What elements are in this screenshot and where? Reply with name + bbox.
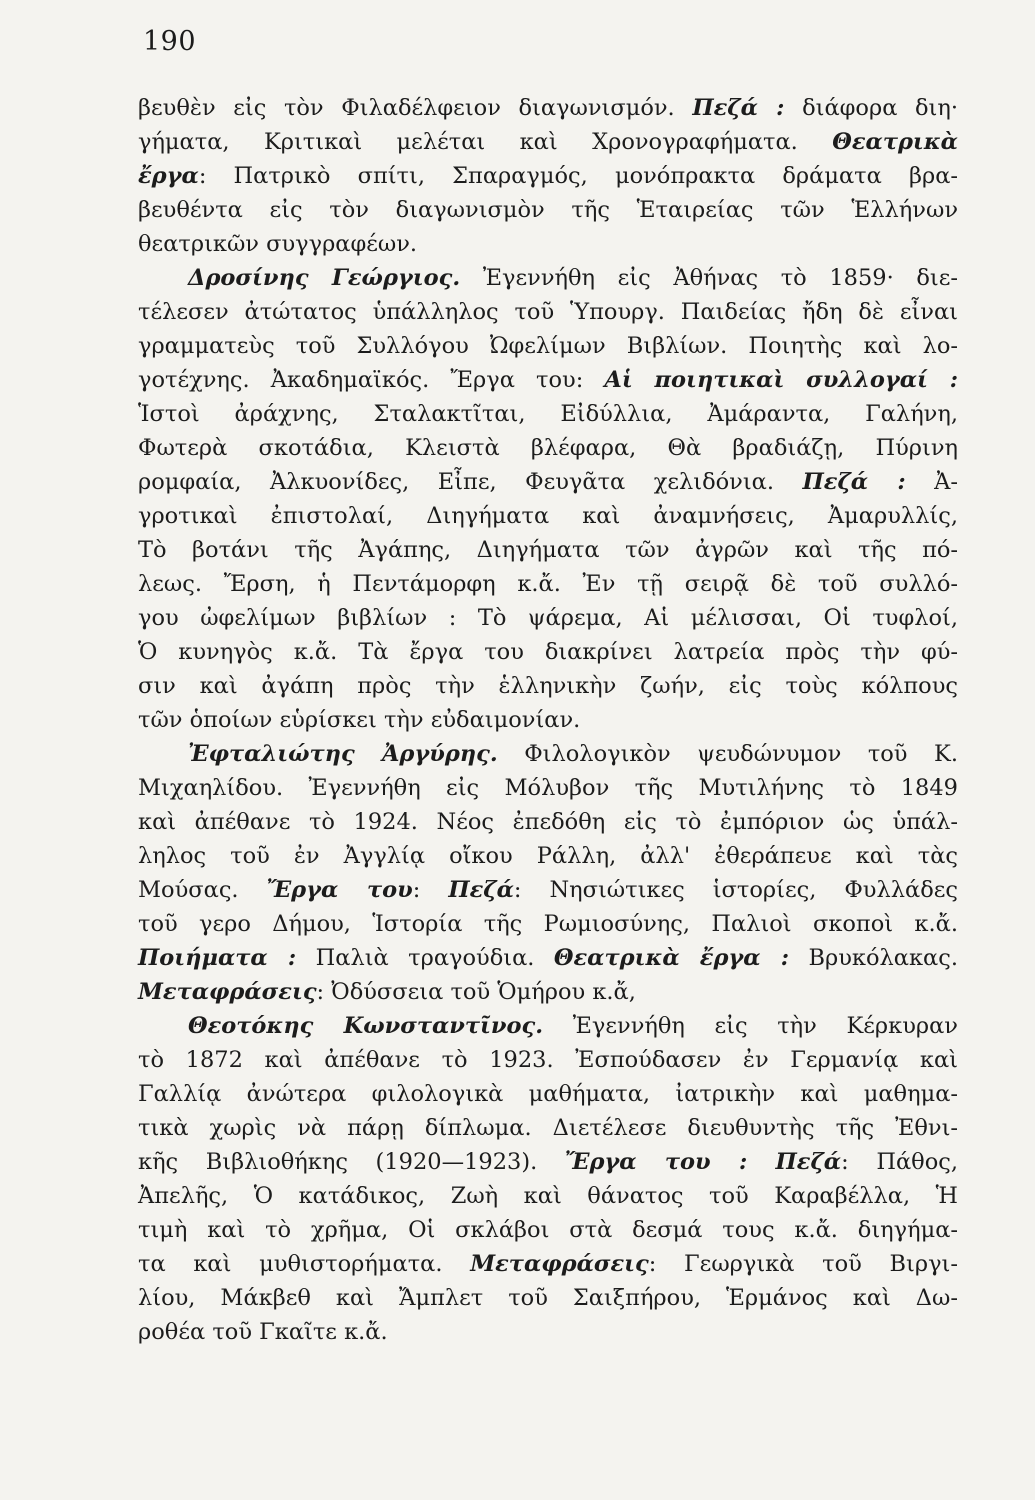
text-line xyxy=(138,1213,958,1247)
text-run: Μιχαηλίδου. Ἐγεννήθη εἰς Μόλυβον τῆς Μυτιλήνης τὸ 1849 xyxy=(138,775,958,801)
text-line xyxy=(138,907,958,941)
text-run: Ἱστοὶ ἀράχνης, Σταλακτῖται, Εἰδύλλια, Ἀμάραντα, Γαλήνη, xyxy=(138,401,958,427)
text-line xyxy=(138,1077,958,1111)
page-number: 190 xyxy=(143,26,197,57)
text-line xyxy=(138,261,958,295)
text-line xyxy=(138,975,958,1009)
text-line xyxy=(138,1179,958,1213)
text-line xyxy=(138,737,958,771)
text-run: Ὁ κυνηγὸς κ.ἄ. Τὰ ἔργα του διακρίνει λατρεία πρὸς τὴν φύ- xyxy=(138,639,958,665)
text-run: λεως. Ἔρση, ἡ Πεντάμορφη κ.ἄ. Ἐν τῇ σειρᾷ δὲ τοῦ συλλό- xyxy=(138,571,958,597)
text-line xyxy=(138,703,958,737)
text-line xyxy=(138,227,958,261)
text-line xyxy=(138,1281,958,1315)
text-run: τῶν ὁποίων εὑρίσκει τὴν εὐδαιμονίαν. xyxy=(138,707,581,733)
body-text xyxy=(138,91,958,1349)
text-run: βευθὲν εἰς τὸν Φιλαδέλφειον διαγωνισμόν. xyxy=(138,95,693,121)
text-run: λίου, Μάκβεθ καὶ Ἄμπλετ τοῦ Σαιξπήρου, Ἑρμάνος καὶ Δω- xyxy=(138,1285,958,1311)
bold-italic-run: Δροσίνης Γεώργιος. xyxy=(188,265,461,291)
text-run: Βρυκόλακας. xyxy=(789,945,958,971)
text-run: : Ὀδύσσεια τοῦ Ὁμήρου κ.ἄ, xyxy=(316,979,636,1005)
text-run: γήματα, Κριτικαὶ μελέται καὶ Χρονογραφήματα. xyxy=(138,129,833,155)
text-line xyxy=(138,805,958,839)
text-line xyxy=(138,397,958,431)
bold-italic-run: Πεζά : xyxy=(802,469,906,495)
text-run: : Πάθος, xyxy=(841,1149,958,1175)
text-run: διάφορα διη· xyxy=(784,95,959,121)
text-run: γου ὠφελίμων βιβλίων : Τὸ ψάρεμα, Αἱ μέλισσαι, Οἱ τυφλοί, xyxy=(138,605,958,631)
bold-italic-run: Πεζά : xyxy=(692,95,785,121)
text-run: γοτέχνης. Ἀκαδημαϊκός. Ἔργα του: xyxy=(138,367,605,393)
text-run: : Νησιώτικες ἱστορίες, Φυλλάδες xyxy=(513,877,958,903)
text-line xyxy=(138,1315,958,1349)
text-run: : xyxy=(412,877,449,903)
bold-italic-run: Ἐφταλιώτης Ἀργύρης. xyxy=(188,741,498,767)
text-line xyxy=(138,465,958,499)
text-run: καὶ ἀπέθανε τὸ 1924. Νέος ἐπεδόθη εἰς τὸ ἐμπόριον ὡς ὑπάλ- xyxy=(138,809,958,835)
bold-italic-run: Μεταφράσεις xyxy=(138,979,317,1005)
text-run: τικὰ χωρὶς νὰ πάρῃ δίπλωμα. Διετέλεσε διευθυντὴς τῆς Ἐθνι- xyxy=(138,1115,958,1141)
text-line xyxy=(138,295,958,329)
text-run: Φιλολογικὸν ψευδώνυμον τοῦ Κ. xyxy=(497,741,958,767)
text-run: τοῦ γερο Δήμου, Ἱστορία τῆς Ρωμιοσύνης, Παλιοὶ σκοποὶ κ.ἄ. xyxy=(138,911,958,937)
text-line xyxy=(138,601,958,635)
text-line xyxy=(138,873,958,907)
text-run: τέλεσεν ἀτώτατος ὑπάλληλος τοῦ Ὑπουργ. Παιδείας ἤδη δὲ εἶναι xyxy=(138,299,958,325)
text-run: τα καὶ μυθιστορήματα. xyxy=(138,1251,471,1277)
text-run: γραμματεὺς τοῦ Συλλόγου Ὠφελίμων Βιβλίων. Ποιητὴς καὶ λο- xyxy=(138,333,958,359)
text-run: : Πατρικὸ σπίτι, Σπαραγμός, μονόπρακτα δράματα βρα- xyxy=(198,163,958,189)
bold-italic-run: Ἔργα του : Πεζά xyxy=(564,1149,842,1175)
text-line xyxy=(138,567,958,601)
text-run: σιν καὶ ἀγάπη πρὸς τὴν ἑλληνικὴν ζωήν, εἰς τοὺς κόλπους xyxy=(138,673,958,699)
text-run: Ἐγεννήθη εἰς τὴν Κέρκυραν xyxy=(543,1013,958,1039)
text-run: βευθέντα εἰς τὸν διαγωνισμὸν τῆς Ἑταιρείας τῶν Ἑλλήνων xyxy=(138,197,958,223)
text-run: : Γεωργικὰ τοῦ Βιργι- xyxy=(648,1251,958,1277)
text-line xyxy=(138,1145,958,1179)
text-line xyxy=(138,159,958,193)
bold-italic-run: Θεατρικὰ xyxy=(832,129,958,155)
text-line xyxy=(138,669,958,703)
text-run: Ἀπελῆς, Ὁ κατάδικος, Ζωὴ καὶ θάνατος τοῦ Καραβέλλα, Ἡ xyxy=(138,1183,958,1209)
bold-italic-run: Ἔργα του xyxy=(266,877,413,903)
text-run: Γαλλίᾳ ἀνώτερα φιλολογικὰ μαθήματα, ἰατρικὴν καὶ μαθημα- xyxy=(138,1081,958,1107)
bold-italic-run: Ποιήματα : xyxy=(138,945,297,971)
text-run: Τὸ βοτάνι τῆς Ἀγάπης, Διηγήματα τῶν ἀγρῶν καὶ τῆς πό- xyxy=(138,537,958,563)
text-line xyxy=(138,1043,958,1077)
text-line xyxy=(138,431,958,465)
text-run: ροθέα τοῦ Γκαῖτε κ.ἄ. xyxy=(138,1319,388,1345)
text-line xyxy=(138,1009,958,1043)
text-line xyxy=(138,329,958,363)
text-line xyxy=(138,1247,958,1281)
text-run: τὸ 1872 καὶ ἀπέθανε τὸ 1923. Ἐσπούδασεν ἐν Γερμανίᾳ καὶ xyxy=(138,1047,958,1073)
bold-italic-run: Θεατρικὰ ἔργα : xyxy=(553,945,790,971)
text-line xyxy=(138,635,958,669)
bold-italic-run: ἔργα xyxy=(138,163,199,189)
bold-italic-run: Αἱ ποιητικαὶ συλλογαί : xyxy=(604,367,959,393)
bold-italic-run: Θεοτόκης Κωνσταντῖνος. xyxy=(188,1013,544,1039)
bold-italic-run: Πεζά xyxy=(448,877,514,903)
text-line xyxy=(138,771,958,805)
text-line xyxy=(138,499,958,533)
text-run: Φωτερὰ σκοτάδια, Κλειστὰ βλέφαρα, Θὰ βραδιάζῃ, Πύρινη xyxy=(138,435,958,461)
text-run: Μούσας. xyxy=(138,877,267,903)
text-line xyxy=(138,91,958,125)
bold-italic-run: Μεταφράσεις xyxy=(470,1251,649,1277)
text-line xyxy=(138,363,958,397)
text-run: ληλος τοῦ ἐν Ἀγγλίᾳ οἴκου Ράλλη, ἀλλ' ἐθεράπευε καὶ τὰς xyxy=(138,843,958,869)
text-line xyxy=(138,125,958,159)
text-line xyxy=(138,839,958,873)
text-line xyxy=(138,533,958,567)
text-run: ρομφαία, Ἀλκυονίδες, Εἶπε, Φευγᾶτα χελιδόνια. xyxy=(138,469,803,495)
text-run: τιμὴ καὶ τὸ χρῆμα, Οἱ σκλάβοι στὰ δεσμά τους κ.ἄ. διηγήμα- xyxy=(138,1217,958,1243)
text-run: Ἐγεννήθη εἰς Ἀθήνας τὸ 1859· διε- xyxy=(460,265,959,291)
text-run: γροτικαὶ ἐπιστολαί, Διηγήματα καὶ ἀναμνήσεις, Ἀμαρυλλίς, xyxy=(138,503,958,529)
text-line xyxy=(138,1111,958,1145)
text-line xyxy=(138,941,958,975)
text-run: κῆς Βιβλιοθήκης (1920—1923). xyxy=(138,1149,565,1175)
text-run: Ἀ- xyxy=(905,469,958,495)
text-run: θεατρικῶν συγγραφέων. xyxy=(138,231,418,257)
text-line xyxy=(138,193,958,227)
text-run: Παλιὰ τραγούδια. xyxy=(296,945,554,971)
